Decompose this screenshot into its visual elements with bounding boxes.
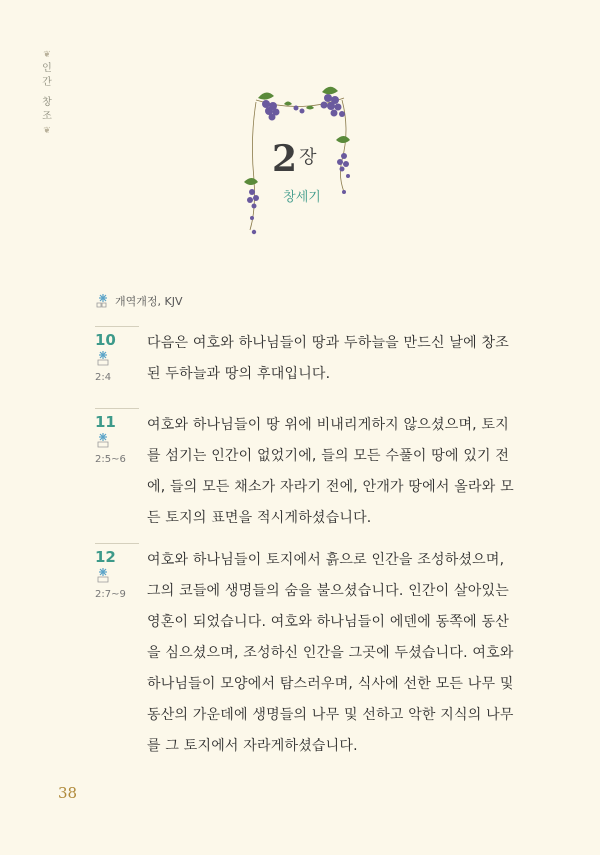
verse-text [147,545,514,762]
section-side-label [40,48,54,138]
sparkle-icon [95,432,111,448]
verse-number: 12 [95,548,116,566]
version-label [95,293,182,309]
verse-text [147,410,514,534]
sparkle-icon [95,350,111,366]
chapter-number [272,138,316,179]
verse-line: 다음은 여호와 하나님들이 땅과 두하늘을 만드신 날에 창조 [147,335,509,351]
side-label-line1: 인간 [42,63,52,88]
verse-number: 11 [95,413,116,431]
book-name: 창세기 [283,190,321,205]
version-text: 개역개정, KJV [115,295,183,308]
verse-line: 동산의 가운데에 생명들의 나무 및 선하고 악한 지식의 나무 [147,707,514,723]
verse-reference: 2:7~9 [95,589,126,600]
verse-line: 여호와 하나님들이 토지에서 흙으로 인간을 조성하셨으며, [147,552,505,568]
verse-line: 를 그 토지에서 자라게하셨습니다. [147,738,358,754]
chapter-suffix: 장 [299,147,317,168]
verse-reference: 2:4 [95,372,112,383]
verse-line: 영혼이 되었습니다. 여호와 하나님들이 에덴에 동쪽에 동산 [147,614,509,630]
verse-gutter [95,545,139,601]
ornament-bottom-icon: ❦ [43,126,51,136]
side-label-line2: 창조 [42,97,52,122]
verse-line: 여호와 하나님들이 땅 위에 비내리게하지 않으셨으며, 토지 [147,417,509,433]
verse-number: 10 [95,331,116,349]
verse-line: 을 심으셨으며, 조성하신 인간을 그곳에 두셨습니다. 여호와 [147,645,514,661]
sparkle-icon [95,293,111,309]
verse-line: 된 두하늘과 땅의 후대입니다. [147,366,331,382]
verse-line: 든 토지의 표면을 적시게하셨습니다. [147,510,372,526]
ornament-top-icon: ❦ [43,50,51,60]
page-number: 38 [58,784,78,802]
verse-text [147,328,509,390]
verse-line: 에, 들의 모든 채소가 자라기 전에, 안개가 땅에서 올라와 모 [147,479,514,495]
verse-gutter [95,328,139,384]
verse-line: 그의 코들에 생명들의 숨을 불으셨습니다. 인간이 살아있는 [147,583,509,599]
sparkle-icon [95,567,111,583]
verse-reference: 2:5~6 [95,454,126,465]
verse-gutter [95,410,139,466]
verse-line: 하나님들이 모양에서 탐스러우며, 식사에 선한 모든 나무 및 [147,676,514,692]
verse-line: 를 섬기는 인간이 없었기에, 들의 모든 수풀이 땅에 있기 전 [147,448,510,464]
chapter-number-digit: 2 [272,138,298,180]
